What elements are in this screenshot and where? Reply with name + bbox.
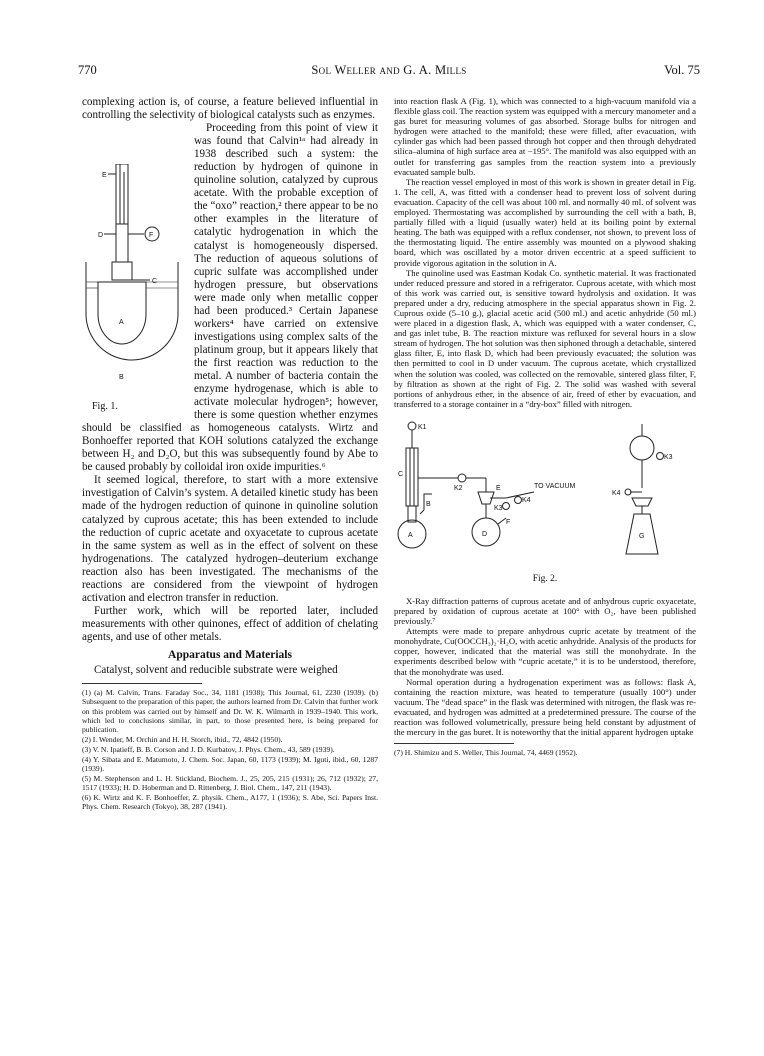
reference-item: (3) V. N. Ipatieff, B. B. Corson and J. D. Kurbatov, J. Phys. Chem., 43, 589 (1939).	[82, 744, 335, 754]
storage-bulb-shape	[630, 436, 654, 460]
paragraph: The quinoline used was Eastman Kodak Co. synthetic material. It was fractionated under reduced pressure and stored in a refrigerator. Cuprous acetate, with which most of this work was carried out, is sensitive toward hydrolysis and oxidation. It was prepared under a dry, reducing atmosphere in the special apparatus shown in Fig. 2. Cuprous oxide (5–10 g.), glacial acetic acid (500 ml.) and acetic anhydride (50 ml.) were placed in a digestion flask, A, which was equipped with a water condenser, C, and gas inlet tube, B. The reaction mixture was refluxed for several hours in a slow stream of hydrogen. The hot solution was then siphoned through a detachable, sintered glass filter, E, into flask D, which had been previously evacuated; the solution was then permitted to cool in D under vacuum. The cuprous acetate, which crystallized when the solution was cooled, was collected on the removable, sintered glass filter, F, by filtration as shown at the right of Fig. 2. The solid was washed with several portions of anhydrous ether, in the absence of air, freed of ether by evacuation, and transferred to a storage container in a “dry-box” filled with nitrogen.	[394, 267, 696, 409]
condenser-head-shape	[116, 164, 128, 224]
label-k3-right: K3	[664, 453, 673, 461]
left-column	[82, 96, 378, 812]
cell-neck	[112, 262, 132, 280]
label-g: G	[639, 532, 645, 540]
stopcock-k2-shape	[458, 474, 466, 482]
condenser-c-shape	[406, 448, 418, 506]
paragraph: X-Ray diffraction patterns of cuprous acetate and of anhydrous cupric oxyacetate, prepared by oxidation of cuprous acetate at 100° with O₂, have been published previously.⁷	[394, 595, 696, 627]
stopcock-k1-shape	[408, 422, 416, 430]
reaction-vessel-diagram	[82, 164, 186, 400]
stopcock-k4-shape	[515, 496, 522, 503]
reference-list	[394, 748, 696, 757]
running-header	[78, 63, 700, 79]
paragraph: Normal operation during a hydrogenation experiment was as follows: flask A, containing the reaction mixture, was heated to temperature (usually 100°) under vacuum. The “dead space” in the flask was determined with nitrogen, the flask was re-evacuated, and hydrogen was admitted at a predetermined pressure. The course of the reaction was followed volumetrically, pressure being held constant by adjustment of the mercury in the gas buret. It is noteworthy that the initial apparent hydrogen uptake	[394, 676, 696, 738]
reference-list	[82, 688, 378, 811]
label-k4: K4	[522, 496, 531, 504]
label-b: B	[426, 500, 431, 508]
paragraph: Attempts were made to prepare anhydrous cupric acetate by treatment of the monohydrate, Cu(OOCCH₃)₂·H₂O, with acetic anhydride. Analysis of the products for copper, however, indicated that the material was still the monohydrate. In the experiments described below with “cupric acetate,” it is to be understood, therefore, that the monohydrate was used.	[394, 626, 696, 677]
paragraph: It seemed logical, therefore, to start with a more extensive investigation of Calvin’s system. A detailed kinetic study has been made of the hydrogen reduction of quinone in quinoline solution catalyzed by cuprous acetate; this has been extended to include the reduction of cupric acetate and oxyacetate to cuprous acetate in the same system as well as in the effect of solvent on these hydrogenations. The catalyzed hydrogen–deuterium exchange reaction also has been investigated. The mechanisms of the reactions are considered from the viewpoint of hydrogen activation and electron transfer in reduction.	[82, 474, 378, 604]
paragraph: Proceeding from this point of view it was found that Calvin¹ᵃ had already in 1938 described such a system: the reduction by hydrogen of quinone in quinoline solution, catalyzed by cuprous acetate. With the probable exception of the “oxo” reaction,² there appear to be no other examples in the literature of catalytic hydrogenation in which the catalyst is homogeneously dispersed. The reduction of aqueous solutions of cupric sulfate was accomplished under hydrogen pressure, but observations were made only when metallic copper had been produced.³ Certain Japanese workers⁴ have carried on extensive investigations using complex salts of the platinum group, but it appears likely that the first reaction was reduction to the metal. A number of bacteria contain the enzyme hydrogenase, which is able to activate molecular hydrogen⁵; however, there is some question whether enzymes should be classified as homogeneous catalysts. Wirtz and Bonhoeffer reported that KOH solutions catalyzed the exchange between H₂ and D₂O, but this was subsequently found by Abe to be caused probably by colloidal iron oxide impurities.⁶	[82, 122, 378, 474]
paragraph: into reaction flask A (Fig. 1), which was connected to a high-vacuum manifold via a flexible glass coil. The reaction system was equipped with a mercury manometer and a gas buret for measuring volumes of gas absorbed. Storage bulbs for nitrogen and hydrogen were attached to the manifold; these were filled, after evacuation, with cylinder gas which had been passed through hot copper and then through dehydrated silica–alumina of high surface area at −195°. The manifold was also equipped with an outlet for transferring gas samples from the reaction system into a previously evacuated sample bulb.	[394, 96, 696, 177]
running-authors: Sol Weller and G. A. Mills	[311, 63, 467, 77]
label-k2: K2	[454, 484, 463, 492]
label-a: A	[408, 531, 413, 539]
footnote-rule	[394, 743, 514, 744]
tube	[498, 518, 506, 524]
reference-item: (7) H. Shimizu and S. Weller, This Journal, 74, 4469 (1952).	[394, 748, 578, 758]
right-column	[394, 96, 696, 758]
paragraph: The reaction vessel employed in most of this work is shown in greater detail in Fig. 1. The cell, A, was fitted with a condenser head to prevent loss of solvent during evacuation. Capacity of the cell was about 100 ml. and normally 40 ml. of solvent was employed. Thermostating was accomplished by surrounding the cell with a bath, B, partially filled with a liquid (usually water) held at its boiling point by external heating. The bath was equipped with a reflux condenser, not shown, to prevent loss of the thermostating liquid. The entire assembly was mounted on a plywood shaking board, which was oscillated by a motor driven eccentric at a speed sufficient to provide vigorous agitation in the solution in A.	[394, 176, 697, 268]
label-e: E	[496, 484, 501, 492]
label-d: D	[98, 232, 104, 240]
reference-item: (5) M. Stephenson and L. H. Stickland, Biochem. J., 25, 205, 215 (1931); 26, 712 (1932); 27, 1517 (1933); H. D. Hoberman and D. Rittenberg, J. Biol. Chem., 147, 211 (1943).	[82, 773, 378, 793]
label-b: B	[119, 374, 124, 382]
apparatus-diagram	[394, 414, 696, 570]
label-k3: K3	[494, 504, 503, 512]
label-c: C	[152, 278, 158, 286]
label-to-vacuum: TO VACUUM	[534, 482, 576, 490]
label-k1: K1	[418, 423, 427, 431]
inlet-tube-b	[420, 510, 424, 514]
neck-tube	[116, 224, 128, 262]
reference-item: (6) K. Wirtz and K. F. Bonhoeffer, Z. physik. Chem., A177, 1 (1936); S. Abe, Sci. Papers Inst. Phys. Chem. Research (Tokyo), 38, 287 (1941).	[82, 792, 378, 812]
label-f: F	[506, 518, 511, 526]
reference-item: (2) I. Wender, M. Orchin and H. H. Storch, ibid., 72, 4842 (1950).	[82, 735, 283, 745]
label-a: A	[119, 319, 124, 327]
paragraph: Further work, which will be reported later, included measurements with other quinones, effect of addition of chelating agents, and use of other metals.	[82, 604, 378, 643]
figure-2-caption: Fig. 2.	[532, 573, 558, 584]
label-c: C	[398, 470, 404, 478]
subsection-text: Catalyst, solvent and reducible substrate were weighed	[94, 664, 338, 677]
figure-1-caption: Fig. 1.	[92, 401, 118, 413]
stopcock-k3-shape	[503, 502, 510, 509]
reference-item: (4) Y. Sibata and E. Matumoto, J. Chem. Soc. Japan, 60, 1173 (1939); M. Iguti, ibid., 60, 1287 (1939).	[82, 754, 378, 773]
label-f: F	[149, 232, 154, 240]
label-d: D	[482, 530, 488, 538]
stopcock-k3-right-shape	[657, 452, 664, 459]
figure-1	[82, 122, 190, 418]
section-heading: Apparatus and Materials	[168, 648, 292, 661]
label-k4-right: K4	[612, 489, 621, 497]
figure-2	[394, 414, 696, 592]
label-e: E	[102, 172, 107, 180]
reference-item: (1) (a) M. Calvin, Trans. Faraday Soc., 34, 1181 (1938); This Journal, 61, 2230 (1939). (b) Subsequent to the preparation of this paper, the authors learned from Dr. Calvin that further work on this problem was carried out by himself and Dr. W. K. Wilmarth in 1939–1940. This work, which led to conclusions similar, in part, to those presented here, is being prepared for publication.	[82, 688, 378, 735]
volume-label: Vol. 75	[664, 63, 700, 77]
page-number: 770	[78, 63, 97, 77]
cell-a-shape	[98, 282, 146, 344]
paragraph: complexing action is, of course, a feature believed influential in controlling the selectivity of biological catalysts such as enzymes.	[82, 96, 378, 122]
filter-shape	[632, 498, 652, 506]
footnote-rule	[82, 683, 202, 684]
